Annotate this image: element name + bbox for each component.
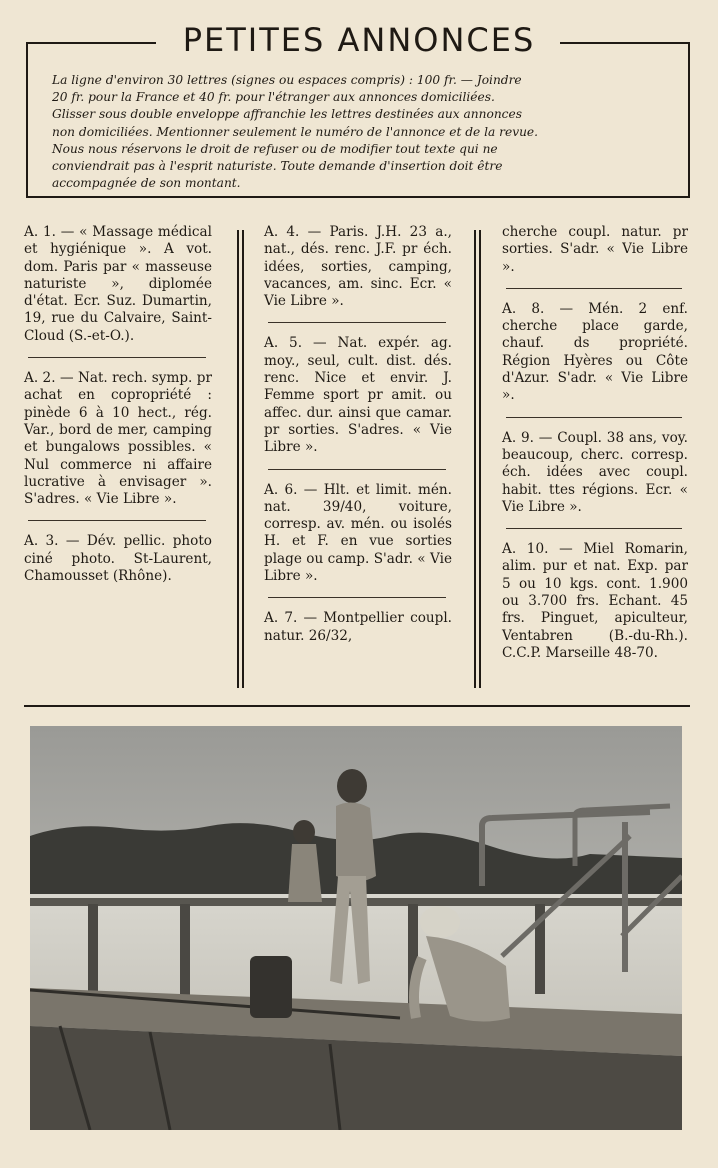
section-rule [24, 705, 690, 707]
ad-a4: A. 4. — Paris. J.H. 23 a., nat., dés. renc. J.F. pr éch. idées, sorties, camping, vacances, am. sinc. Ecr. « Vie Libre ». [264, 224, 452, 310]
ad-separator [268, 469, 446, 470]
column-rule-2b [479, 230, 481, 688]
photo-icon [30, 726, 682, 1130]
ad-separator [28, 520, 206, 521]
page-title: PETITES ANNONCES [182, 21, 536, 59]
ad-separator [506, 528, 682, 529]
notice-text [52, 72, 672, 192]
ad-separator [268, 597, 446, 598]
ads-column-1 [24, 224, 212, 585]
ad-a6: A. 6. — Hlt. et limit. mén. nat. 39/40, voiture, corresp. av. mén. ou isolés H. et F. en vue sorties plage ou camp. S'adr. « Vie Libre ». [264, 481, 452, 585]
notice-line: Nous nous réservons le droit de refuser ou de modifier tout texte qui ne [52, 141, 498, 156]
ad-a10: A. 10. — Miel Romarin, alim. pur et nat. Exp. par 5 ou 10 kgs. cont. 1.900 ou 3.700 frs. Echant. 45 frs. Pinguet, apiculteur, Ventabren (B.-du-Rh.). C.C.P. Marseille 48-70. [502, 541, 688, 661]
ad-a7-continued: cherche coupl. natur. pr sorties. S'adr. « Vie Libre ». [502, 224, 688, 275]
ad-separator [506, 288, 682, 289]
notice-line: non domiciliées. Mentionner seulement le numéro de l'annonce et de la revue. [52, 124, 539, 139]
notice-line: 20 fr. pour la France et 40 fr. pour l'étranger aux annonces domiciliées. [52, 90, 495, 105]
ad-separator [28, 357, 206, 358]
ad-separator [506, 417, 682, 418]
ad-a1: A. 1. — « Massage médical et hygiénique ». A vot. dom. Paris par « masseuse naturiste », diplomée d'état. Ecr. Suz. Dumartin, 19, rue du Calvaire, Saint-Cloud (S.-et-O.). [24, 224, 212, 344]
ads-column-2 [264, 224, 452, 645]
ad-a3: A. 3. — Dév. pellic. photo ciné photo. St-Laurent, Chamousset (Rhône). [24, 533, 212, 585]
notice-line: La ligne d'environ 30 lettres (signes ou espaces compris) : 100 fr. — Joindre [52, 73, 522, 87]
ad-a8: A. 8. — Mén. 2 enf. cherche place garde, chauf. ds propriété. Région Hyères ou Côte d'Azur. S'adr. « Vie Libre ». [502, 300, 688, 404]
column-rule-1 [237, 230, 239, 688]
ad-separator [268, 322, 446, 323]
ad-a2: A. 2. — Nat. rech. symp. pr achat en copropriété : pinède 6 à 10 hect., rég. Var., bord de mer, camping et bungalows possibles. « Nul commerce ni affaire lucrative à envisager ». S'adres. « Vie Libre ». [24, 370, 212, 508]
notice-line: accompagnée de son montant. [52, 176, 241, 191]
ad-a9: A. 9. — Coupl. 38 ans, voy. beaucoup, cherc. corresp. éch. idées avec coupl. habit. ttes régions. Ecr. « Vie Libre ». [502, 429, 688, 515]
ad-a5: A. 5. — Nat. expér. ag. moy., seul, cult. dist. dés. renc. Nice et envir. J. Femme sport pr amit. ou affec. dur. ainsi que camar. pr sorties. S'adres. « Vie Libre ». [264, 335, 452, 456]
photo [30, 726, 682, 1130]
notice-line: conviendrait pas à l'esprit naturiste. Toute demande d'insertion doit être [52, 159, 503, 174]
column-rule-1b [242, 230, 244, 688]
ads-column-3 [502, 224, 688, 662]
notice-line: Glisser sous double enveloppe affranchie les lettres destinées aux annonces [52, 107, 522, 122]
column-rule-2 [474, 230, 476, 688]
ad-a7: A. 7. — Montpellier coupl. natur. 26/32, [264, 610, 452, 644]
